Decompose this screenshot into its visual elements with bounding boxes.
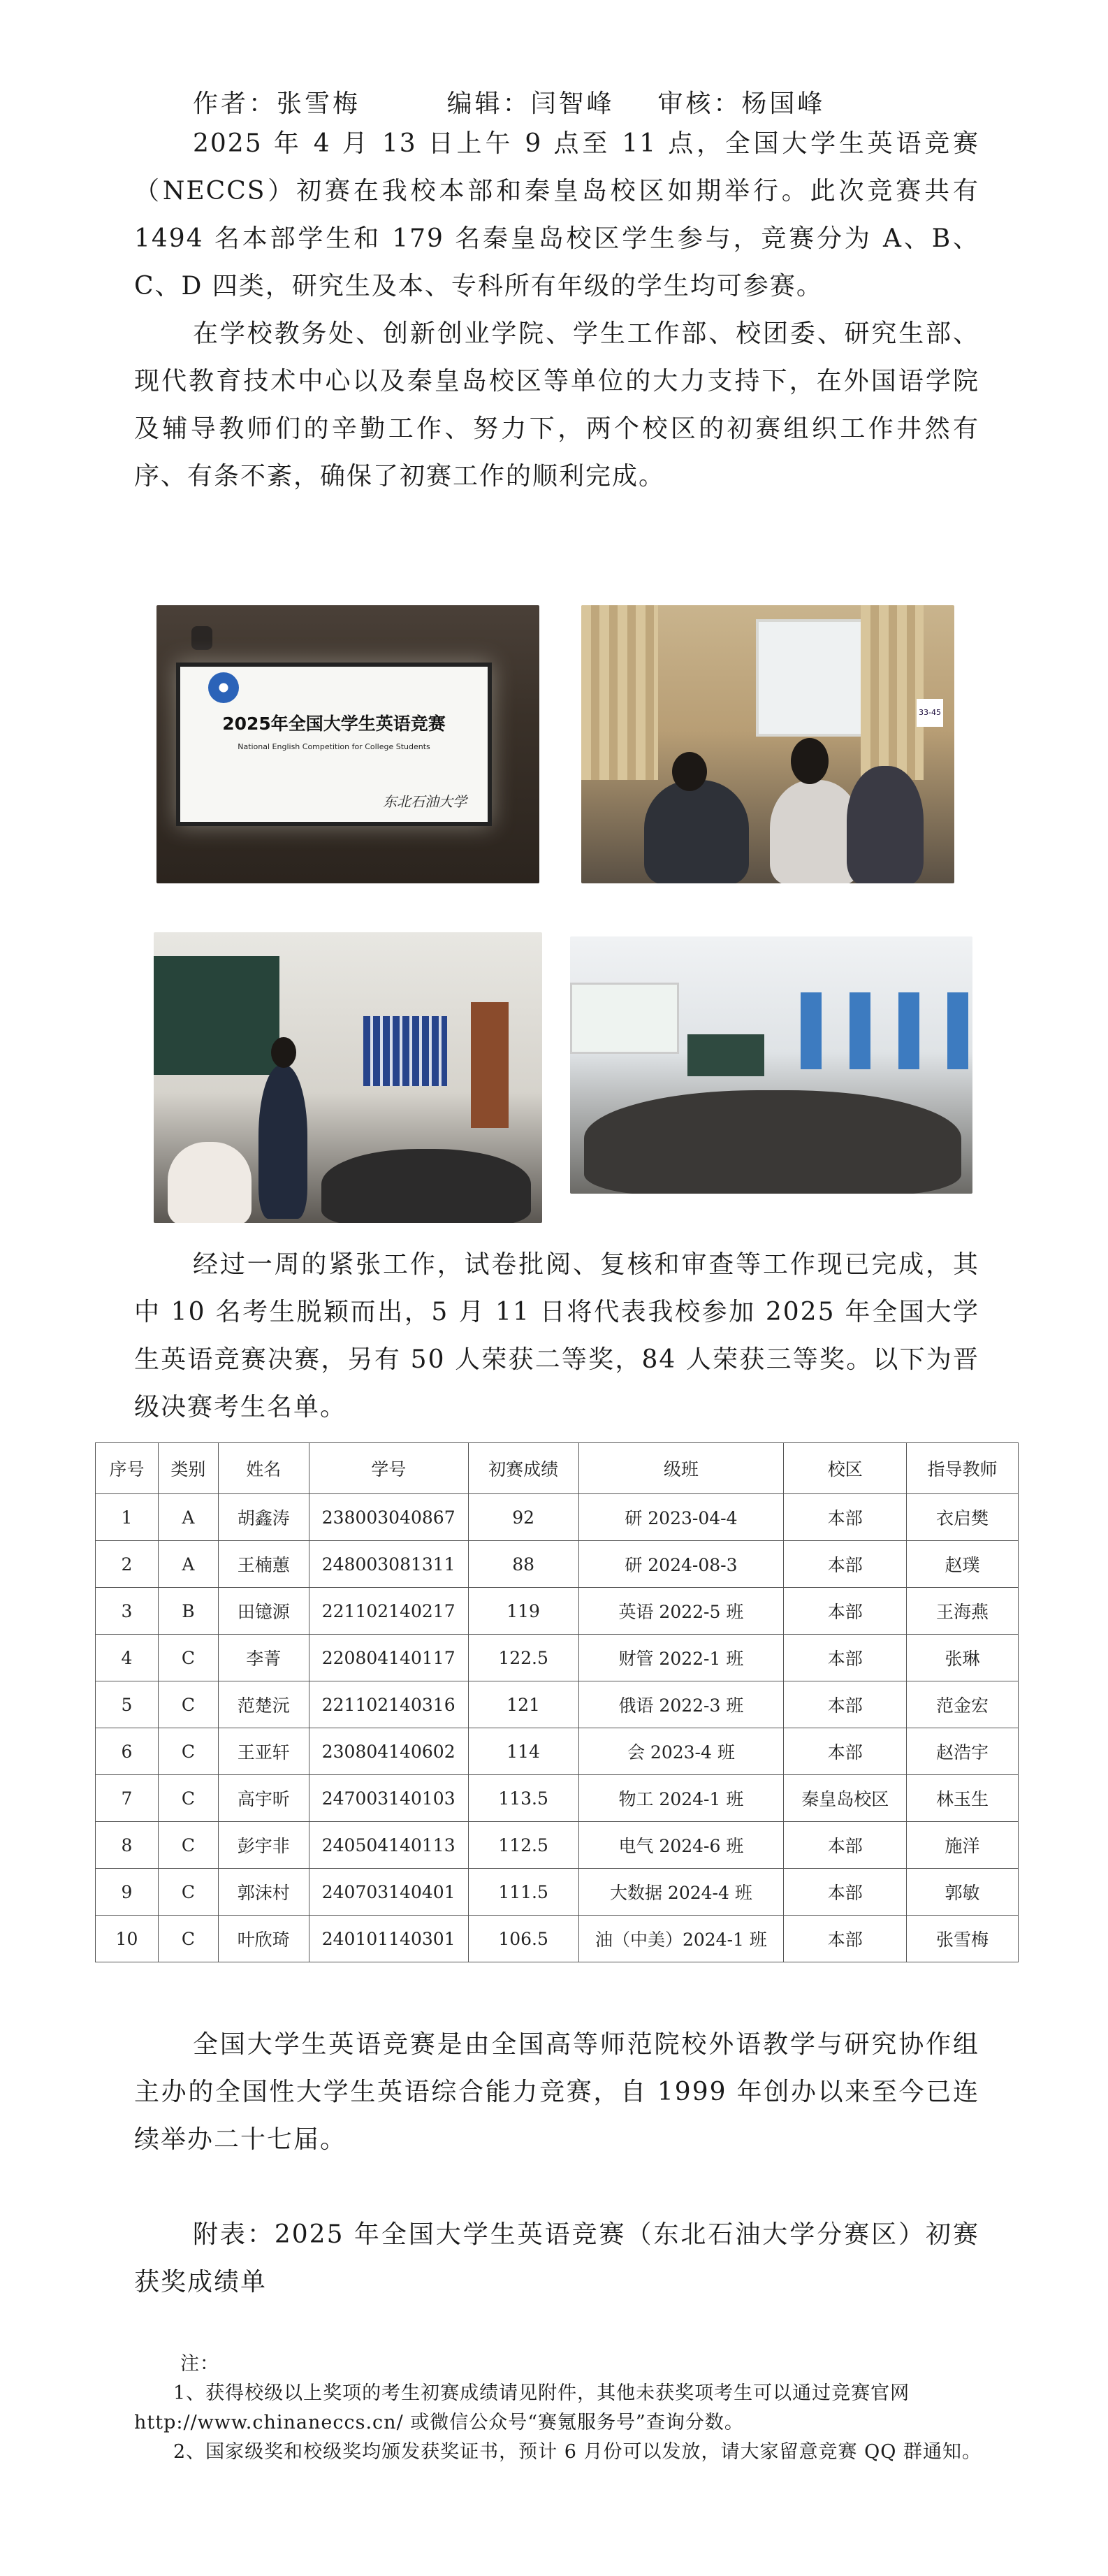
note-item: 1、获得校级以上奖项的考生初赛成绩请见附件，其他未获奖项考生可以通过竞赛官网 http://www.chinaneccs.cn/ 或微信公众号“赛氪服务号”查询分数。 xyxy=(134,2382,910,2433)
column-header-student-id: 学号 xyxy=(309,1443,468,1494)
cell-advisor: 张雪梅 xyxy=(907,1916,1019,1962)
cell-class: 财管 2022-1 班 xyxy=(578,1635,784,1681)
cell-campus: 本部 xyxy=(784,1728,907,1775)
reviewer-label: 审核： xyxy=(657,89,742,118)
table-row xyxy=(96,1869,1019,1916)
column-header-advisor: 指导教师 xyxy=(907,1443,1019,1494)
cell-name: 李菁 xyxy=(218,1635,309,1681)
screen-title: 2025年全国大学生英语竞赛 xyxy=(222,714,446,734)
cell-student-id: 240504140113 xyxy=(309,1822,468,1869)
curtain-right xyxy=(861,605,924,780)
cell-advisor: 范金宏 xyxy=(907,1681,1019,1728)
cell-score: 122.5 xyxy=(468,1635,578,1681)
cell-class: 会 2023-4 班 xyxy=(578,1728,784,1775)
cell-category: C xyxy=(158,1635,218,1681)
cell-score: 121 xyxy=(468,1681,578,1728)
curtain xyxy=(850,992,870,1069)
support-paragraph: 在学校教务处、创新创业学院、学生工作部、校团委、研究生部、现代教育技术中心以及秦皇岛校区等单位的大力支持下，在外国语学院及辅导教师们的辛勤工作、努力下，两个校区的初赛组织工作井然有序、有条不紊，确保了初赛工作的顺利完成。 xyxy=(134,319,979,491)
cell-category: C xyxy=(158,1822,218,1869)
cell-name: 田镱源 xyxy=(218,1588,309,1635)
cell-student-id: 240703140401 xyxy=(309,1869,468,1916)
table-row xyxy=(96,1822,1019,1869)
university-logo-icon xyxy=(208,672,239,703)
cell-advisor: 郭敏 xyxy=(907,1869,1019,1916)
cell-campus: 本部 xyxy=(784,1541,907,1588)
cell-score: 88 xyxy=(468,1541,578,1588)
cell-seq: 1 xyxy=(96,1494,159,1541)
competition-background-paragraph: 全国大学生英语竞赛是由全国高等师范院校外语教学与研究协作组主办的全国性大学生英语综合能力竞赛，自 1999 年创办以来至今已连续举办二十七届。 xyxy=(134,2030,979,2154)
cell-student-id: 240101140301 xyxy=(309,1916,468,1962)
staff-head xyxy=(672,752,707,791)
cell-campus: 本部 xyxy=(784,1822,907,1869)
intro-paragraph: 2025 年 4 月 13 日上午 9 点至 11 点，全国大学生英语竞赛（NECCS）初赛在我校本部和秦皇岛校区如期举行。此次竞赛共有 1494 名本部学生和 179 名秦皇岛校区学生参与，竞赛分为 A、B、C、D 四类，研究生及本、专科所有年级的学生均可参赛。 xyxy=(134,129,979,301)
author-name: 张雪梅 xyxy=(277,89,361,118)
cell-name: 郭沫村 xyxy=(218,1869,309,1916)
table-row xyxy=(96,1728,1019,1775)
cell-category: B xyxy=(158,1588,218,1635)
cell-class: 大数据 2024-4 班 xyxy=(578,1869,784,1916)
note-item: 2、国家级奖和校级奖均颁发获奖证书，预计 6 月份可以发放，请大家留意竞赛 QQ 群通知。 xyxy=(173,2441,982,2463)
staff-figure xyxy=(644,780,749,883)
cell-seq: 4 xyxy=(96,1635,159,1681)
table-row xyxy=(96,1635,1019,1681)
cell-name: 叶欣琦 xyxy=(218,1916,309,1962)
cell-student-id: 238003040867 xyxy=(309,1494,468,1541)
cell-seq: 3 xyxy=(96,1588,159,1635)
cell-category: C xyxy=(158,1728,218,1775)
staff-head xyxy=(791,738,829,784)
screen-subtitle: National English Competition for College Students xyxy=(238,742,430,751)
column-header-class: 级班 xyxy=(578,1443,784,1494)
cell-score: 114 xyxy=(468,1728,578,1775)
invigilator-head xyxy=(271,1037,296,1068)
table-row xyxy=(96,1916,1019,1962)
cell-class: 物工 2024-1 班 xyxy=(578,1775,784,1822)
column-header-seq: 序号 xyxy=(96,1443,159,1494)
cell-score: 106.5 xyxy=(468,1916,578,1962)
cell-category: C xyxy=(158,1681,218,1728)
cell-student-id: 221102140316 xyxy=(309,1681,468,1728)
column-header-category: 类别 xyxy=(158,1443,218,1494)
cell-name: 高宇昕 xyxy=(218,1775,309,1822)
cell-category: C xyxy=(158,1775,218,1822)
table-row xyxy=(96,1681,1019,1728)
cell-campus: 本部 xyxy=(784,1588,907,1635)
notice-board xyxy=(363,1016,447,1086)
table-header-row xyxy=(96,1443,1019,1494)
cell-advisor: 林玉生 xyxy=(907,1775,1019,1822)
author-label: 作者： xyxy=(193,89,277,118)
students-group xyxy=(584,1090,961,1194)
student-figure xyxy=(847,766,924,883)
cell-name: 彭宇非 xyxy=(218,1822,309,1869)
cell-seq: 6 xyxy=(96,1728,159,1775)
cell-advisor: 赵浩宇 xyxy=(907,1728,1019,1775)
cell-advisor: 施洋 xyxy=(907,1822,1019,1869)
table-row xyxy=(96,1494,1019,1541)
cell-category: A xyxy=(158,1494,218,1541)
editor-name: 闫智峰 xyxy=(530,89,615,118)
chalkboard xyxy=(154,956,279,1075)
cell-name: 王楠蕙 xyxy=(218,1541,309,1588)
curtain xyxy=(801,992,822,1069)
cell-score: 112.5 xyxy=(468,1822,578,1869)
cell-class: 油（中美）2024-1 班 xyxy=(578,1916,784,1962)
cell-campus: 本部 xyxy=(784,1681,907,1728)
cell-advisor: 王海燕 xyxy=(907,1588,1019,1635)
room-sign: 33-45 xyxy=(917,699,943,727)
cell-name: 胡鑫涛 xyxy=(218,1494,309,1541)
cell-category: C xyxy=(158,1916,218,1962)
cell-score: 111.5 xyxy=(468,1869,578,1916)
cell-seq: 7 xyxy=(96,1775,159,1822)
cell-campus: 本部 xyxy=(784,1916,907,1962)
notes-section xyxy=(134,2350,986,2467)
cell-class: 英语 2022-5 班 xyxy=(578,1588,784,1635)
curtain xyxy=(947,992,968,1069)
window xyxy=(756,619,866,737)
cell-seq: 2 xyxy=(96,1541,159,1588)
table-row xyxy=(96,1775,1019,1822)
invigilator-figure xyxy=(258,1065,307,1219)
screen-signature: 东北石油大学 xyxy=(383,793,467,810)
cell-category: C xyxy=(158,1869,218,1916)
cell-campus: 本部 xyxy=(784,1494,907,1541)
projection-screen xyxy=(570,983,679,1054)
exam-room-photo xyxy=(581,605,954,883)
cell-seq: 10 xyxy=(96,1916,159,1962)
cell-category: A xyxy=(158,1541,218,1588)
finalists-table xyxy=(95,1442,1019,1962)
cell-student-id: 220804140117 xyxy=(309,1635,468,1681)
column-header-name: 姓名 xyxy=(218,1443,309,1494)
cell-score: 92 xyxy=(468,1494,578,1541)
cell-advisor: 张琳 xyxy=(907,1635,1019,1681)
cell-student-id: 221102140217 xyxy=(309,1588,468,1635)
projection-screen xyxy=(176,663,492,826)
cell-score: 119 xyxy=(468,1588,578,1635)
camera-shape xyxy=(191,626,212,650)
table-row xyxy=(96,1588,1019,1635)
cell-student-id: 247003140103 xyxy=(309,1775,468,1822)
cell-student-id: 248003081311 xyxy=(309,1541,468,1588)
student-figure xyxy=(168,1142,252,1223)
article-credits xyxy=(193,84,825,120)
notes-heading: 注： xyxy=(180,2353,219,2375)
cell-name: 范楚沅 xyxy=(218,1681,309,1728)
cell-campus: 本部 xyxy=(784,1635,907,1681)
cell-name: 王亚轩 xyxy=(218,1728,309,1775)
cell-student-id: 230804140602 xyxy=(309,1728,468,1775)
cell-advisor: 赵璞 xyxy=(907,1541,1019,1588)
column-header-campus: 校区 xyxy=(784,1443,907,1494)
competition-screen-photo xyxy=(156,605,539,883)
attachment-paragraph: 附表：2025 年全国大学生英语竞赛（东北石油大学分赛区）初赛获奖成绩单 xyxy=(134,2220,979,2296)
invigilator-photo xyxy=(154,932,542,1223)
cell-campus: 秦皇岛校区 xyxy=(784,1775,907,1822)
students-group xyxy=(321,1149,531,1223)
cell-campus: 本部 xyxy=(784,1869,907,1916)
lecture-hall-photo xyxy=(570,936,972,1194)
column-header-score: 初赛成绩 xyxy=(468,1443,578,1494)
cell-score: 113.5 xyxy=(468,1775,578,1822)
chalkboard xyxy=(687,1034,764,1076)
cell-class: 研 2023-04-4 xyxy=(578,1494,784,1541)
editor-label: 编辑： xyxy=(446,89,531,118)
cell-seq: 8 xyxy=(96,1822,159,1869)
cell-class: 研 2024-08-3 xyxy=(578,1541,784,1588)
results-paragraph: 经过一周的紧张工作，试卷批阅、复核和审查等工作现已完成，其中 10 名考生脱颖而出，5 月 11 日将代表我校参加 2025 年全国大学生英语竞赛决赛，另有 50 人荣获二等奖，84 人荣获三等奖。以下为晋级决赛考生名单。 xyxy=(134,1250,979,1421)
cell-class: 电气 2024-6 班 xyxy=(578,1822,784,1869)
curtain xyxy=(898,992,919,1069)
cell-class: 俄语 2022-3 班 xyxy=(578,1681,784,1728)
cell-seq: 9 xyxy=(96,1869,159,1916)
curtain-left xyxy=(581,605,658,780)
cell-seq: 5 xyxy=(96,1681,159,1728)
reviewer-name: 杨国峰 xyxy=(741,89,826,118)
door xyxy=(471,1002,509,1128)
table-row xyxy=(96,1541,1019,1588)
cell-advisor: 衣启樊 xyxy=(907,1494,1019,1541)
